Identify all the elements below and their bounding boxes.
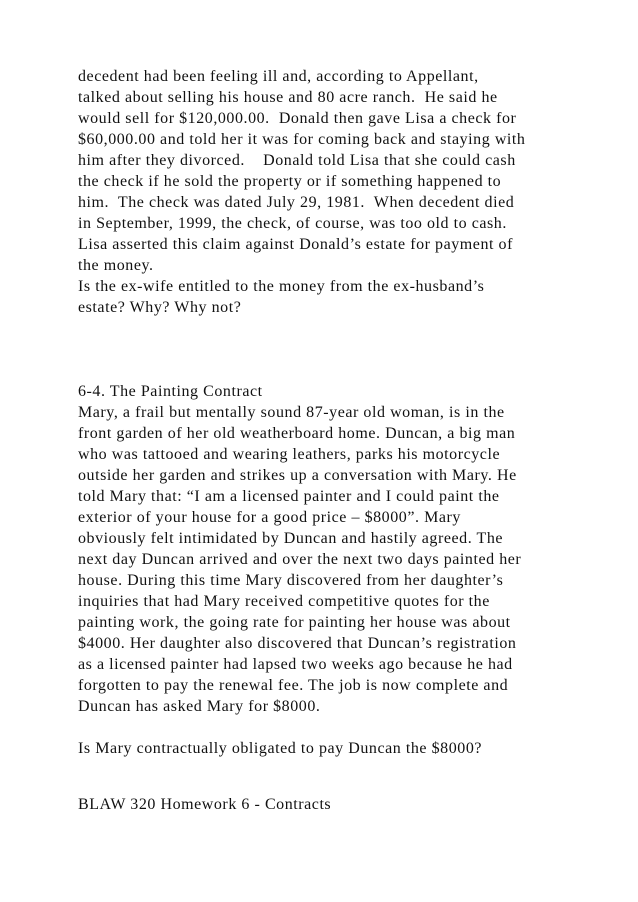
question-line: Is the ex-wife entitled to the money from the ex-husband’s	[78, 278, 485, 295]
text-line: him after they divorced. Donald told Lisa that she could cash	[78, 152, 516, 169]
text-line: $4000. Her daughter also discovered that Duncan’s registration	[78, 635, 517, 652]
text-line: Lisa asserted this claim against Donald’s estate for payment of	[78, 236, 513, 253]
text-line: the check if he sold the property or if something happened to	[78, 173, 502, 190]
section-heading: 6-4. The Painting Contract	[78, 383, 263, 400]
text-line: next day Duncan arrived and over the next two days painted her	[78, 551, 522, 568]
text-line: house. During this time Mary discovered from her daughter’s	[78, 572, 504, 589]
text-line: $60,000.00 and told her it was for coming back and staying with	[78, 131, 526, 148]
text-line: Duncan has asked Mary for $8000.	[78, 698, 321, 715]
text-line: painting work, the going rate for painting her house was about	[78, 614, 511, 631]
question-line: Is Mary contractually obligated to pay Duncan the $8000?	[78, 740, 483, 757]
text-line: decedent had been feeling ill and, according to Appellant,	[78, 68, 479, 85]
text-line: Mary, a frail but mentally sound 87-year old woman, is in the	[78, 404, 505, 421]
text-line: in September, 1999, the check, of course, was too old to cash.	[78, 215, 507, 232]
text-line: forgotten to pay the renewal fee. The job is now complete and	[78, 677, 509, 694]
text-line: exterior of your house for a good price – $8000”. Mary	[78, 509, 461, 526]
text-line: who was tattooed and wearing leathers, parks his motorcycle	[78, 446, 501, 463]
document-footer-title: BLAW 320 Homework 6 - Contracts	[78, 796, 332, 813]
text-line: told Mary that: “I am a licensed painter and I could paint the	[78, 488, 500, 505]
question-line: estate? Why? Why not?	[78, 299, 242, 316]
text-line: would sell for $120,000.00. Donald then gave Lisa a check for	[78, 110, 517, 127]
text-line: him. The check was dated July 29, 1981. When decedent died	[78, 194, 515, 211]
text-line: obviously felt intimidated by Duncan and hastily agreed. The	[78, 530, 504, 547]
text-line: outside her garden and strikes up a conversation with Mary. He	[78, 467, 517, 484]
text-line: the money.	[78, 257, 154, 274]
text-line: inquiries that had Mary received competitive quotes for the	[78, 593, 490, 610]
text-line: talked about selling his house and 80 acre ranch. He said he	[78, 89, 498, 106]
text-line: as a licensed painter had lapsed two weeks ago because he had	[78, 656, 513, 673]
text-line: front garden of her old weatherboard home. Duncan, a big man	[78, 425, 516, 442]
